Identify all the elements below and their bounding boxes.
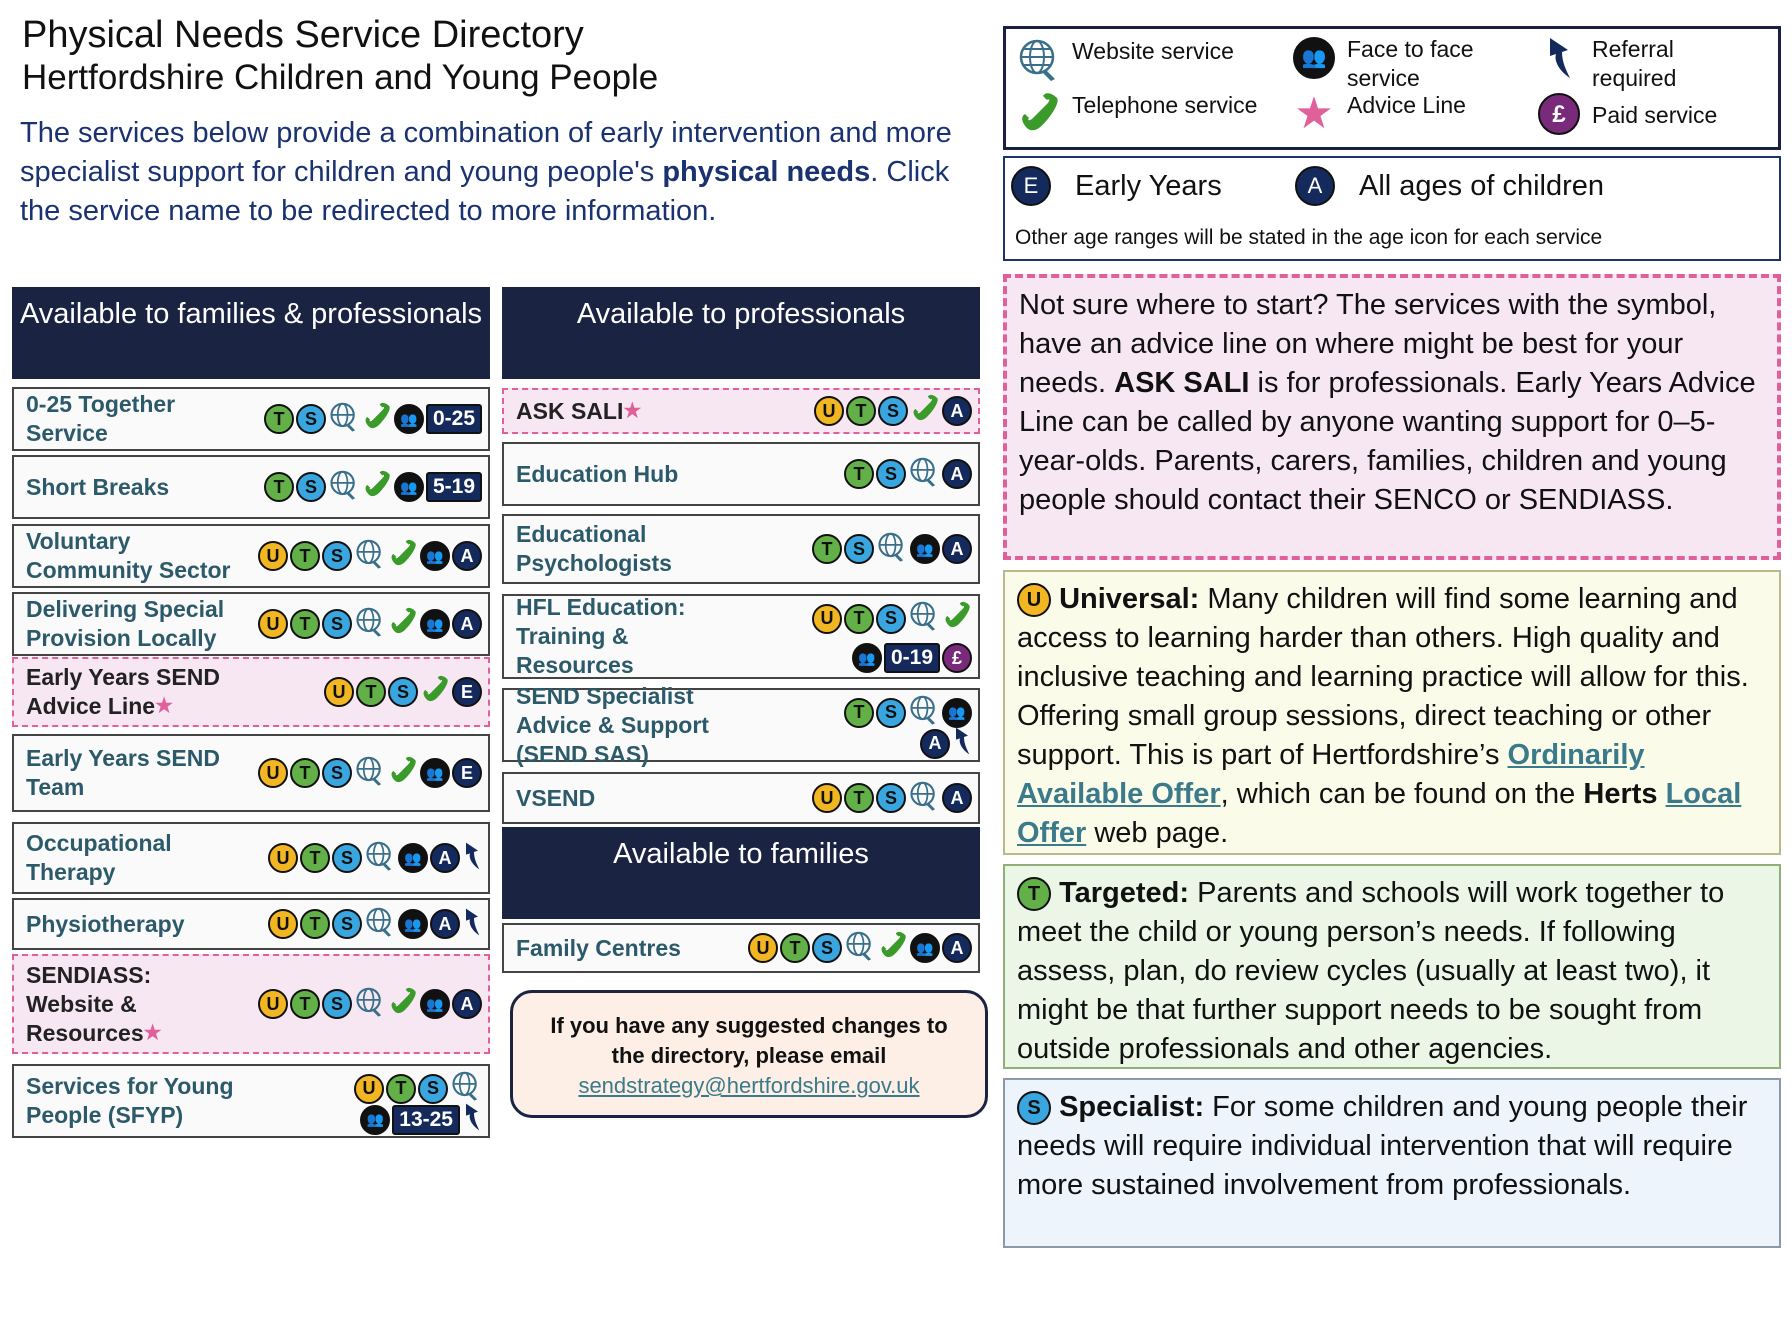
service-row[interactable] — [502, 923, 980, 973]
globe-icon — [908, 600, 940, 637]
universal-icon: U — [268, 909, 298, 939]
globe-icon — [328, 401, 360, 438]
age-range-badge: 13-25 — [392, 1105, 460, 1135]
phone-icon — [388, 756, 418, 791]
specialist-icon: S — [1017, 1091, 1051, 1125]
service-name-text: SENDIASS: Website & Resources — [26, 961, 152, 1046]
phone-icon — [388, 607, 418, 642]
service-row[interactable] — [12, 822, 490, 894]
service-row[interactable] — [12, 657, 490, 727]
universal-icon: U — [258, 609, 288, 639]
service-icons — [268, 840, 482, 877]
pound-icon: £ — [1536, 91, 1582, 137]
service-name-link[interactable] — [504, 593, 734, 680]
service-icons — [844, 456, 972, 493]
email-text: If you have any suggested changes to the directory, please email — [550, 1013, 948, 1068]
service-name-text: Occupational Therapy — [26, 830, 172, 885]
face-to-face-icon: 👥 — [420, 609, 450, 639]
legend-referral — [1536, 35, 1746, 93]
service-icons — [264, 401, 482, 438]
service-name-link[interactable] — [504, 460, 734, 489]
phone-icon — [942, 601, 972, 636]
specialist-icon: S — [388, 677, 418, 707]
universal-icon: U — [268, 843, 298, 873]
globe-icon — [908, 780, 940, 817]
face-to-face-icon: 👥 — [398, 909, 428, 939]
universal-icon: U — [1017, 583, 1051, 617]
service-icons — [264, 469, 482, 506]
age-legend — [1003, 156, 1781, 261]
ordinarily-available-offer-link[interactable]: Ordinarily Available Offer — [1017, 739, 1645, 810]
specialist-text: For some children and young people their needs will require individual intervention that will require more sustained involvement from professionals. — [1017, 1091, 1748, 1201]
specialist-icon: S — [844, 534, 874, 564]
service-name-text: 0-25 Together Service — [26, 391, 176, 446]
universal-text-2: , which can be found on the — [1220, 778, 1584, 810]
phone-icon — [388, 987, 418, 1022]
service-name-text: ASK SALI — [516, 397, 624, 424]
universal-icon: U — [812, 783, 842, 813]
specialist-icon: S — [332, 843, 362, 873]
legend-face — [1291, 35, 1501, 93]
targeted-icon: T — [386, 1074, 416, 1104]
specialist-box — [1003, 1078, 1781, 1248]
face-to-face-icon: 👥 — [394, 472, 424, 502]
service-row[interactable] — [12, 592, 490, 656]
all-ages-label: All ages of children — [1359, 169, 1605, 202]
column-header-families-professionals: Available to families & professionals — [12, 287, 490, 379]
all-ages-icon: A — [452, 541, 482, 571]
email-box — [510, 990, 988, 1118]
legend-telephone — [1016, 91, 1257, 137]
face-to-face-icon: 👥 — [398, 843, 428, 873]
advice-star-icon: ★ — [623, 399, 642, 422]
intro-part2: . Click the service name to be redirected to more information. — [20, 156, 950, 227]
service-icons — [748, 930, 972, 967]
service-name-link[interactable] — [14, 961, 244, 1048]
universal-label: Universal: — [1059, 583, 1200, 615]
targeted-icon: T — [290, 758, 320, 788]
face-to-face-icon: 👥 — [1291, 35, 1337, 81]
globe-icon — [844, 930, 876, 967]
targeted-icon: T — [264, 472, 294, 502]
universal-text: Many children will find some learning and access to learning harder than others. High quality and inclusive teaching and learning practice will allow for this. Offering small group sessions, direct teaching or other support. This is part of Hertfordshire’s — [1017, 583, 1749, 771]
referral-arrow-icon — [462, 907, 482, 942]
service-name-text: VSEND — [516, 784, 596, 811]
service-name-text: Early Years SEND Advice Line — [26, 664, 220, 719]
legend-referral-label: Referral required — [1592, 36, 1677, 91]
service-icons — [324, 675, 482, 710]
service-row[interactable] — [12, 954, 490, 1054]
targeted-icon: T — [844, 698, 874, 728]
face-to-face-icon: 👥 — [394, 404, 424, 434]
phone-icon — [910, 394, 940, 429]
globe-icon — [876, 531, 908, 568]
specialist-icon: S — [812, 933, 842, 963]
all-ages-icon: A — [452, 609, 482, 639]
universal-icon: U — [258, 989, 288, 1019]
service-icons — [812, 531, 972, 568]
early-years-icon: E — [452, 758, 482, 788]
phone-icon — [362, 402, 392, 437]
advice-bold: ASK SALI — [1114, 367, 1250, 399]
service-name-link[interactable] — [504, 520, 734, 578]
face-to-face-icon: 👥 — [942, 698, 972, 728]
service-name-link[interactable] — [14, 595, 244, 653]
targeted-icon: T — [290, 609, 320, 639]
specialist-icon: S — [876, 459, 906, 489]
service-name-link[interactable] — [14, 744, 244, 802]
service-name-text: Family Centres — [516, 934, 681, 961]
age-range-badge: 5-19 — [426, 472, 482, 502]
universal-box — [1003, 570, 1781, 855]
all-ages-icon: A — [942, 459, 972, 489]
phone-icon — [362, 470, 392, 505]
face-to-face-icon: 👥 — [910, 933, 940, 963]
legend-website-label: Website service — [1072, 38, 1234, 64]
early-years-label: Early Years — [1075, 169, 1222, 202]
specialist-icon: S — [322, 541, 352, 571]
column-header-professionals: Available to professionals — [502, 287, 980, 379]
phone-icon — [420, 675, 450, 710]
icon-legend — [1003, 26, 1781, 150]
column-header-families: Available to families — [502, 827, 980, 919]
local-offer-link[interactable]: Local Offer — [1017, 778, 1742, 849]
targeted-icon: T — [846, 396, 876, 426]
service-name-link[interactable] — [504, 397, 734, 426]
service-name-link[interactable] — [14, 1072, 244, 1130]
legend-paid — [1536, 91, 1717, 137]
service-icons — [814, 394, 972, 429]
specialist-icon: S — [332, 909, 362, 939]
service-name-text: Voluntary Community Sector — [26, 528, 231, 583]
universal-icon: U — [324, 677, 354, 707]
face-to-face-icon: 👥 — [910, 534, 940, 564]
globe-icon — [364, 906, 396, 943]
age-note: Other age ranges will be stated in the age icon for each service — [1015, 226, 1603, 249]
service-name-text: Short Breaks — [26, 473, 170, 500]
service-name-link[interactable] — [504, 784, 734, 813]
service-icons — [258, 538, 482, 575]
targeted-text: Parents and schools will work together to meet the child or young person’s needs. If following assess, plan, do review cycles (usually at least two), it might be that further support needs to be sought from outside professionals and other agencies. — [1017, 877, 1725, 1065]
service-row[interactable] — [12, 1064, 490, 1138]
specialist-label: Specialist: — [1059, 1091, 1205, 1123]
page-subtitle: Hertfordshire Children and Young People — [22, 58, 659, 97]
specialist-icon: S — [876, 698, 906, 728]
globe-icon — [908, 456, 940, 493]
service-name-text: HFL Education: Training & Resources — [516, 594, 686, 678]
all-ages-icon: A — [942, 783, 972, 813]
service-row[interactable] — [502, 594, 980, 679]
service-row[interactable] — [12, 455, 490, 519]
service-row[interactable] — [12, 734, 490, 812]
face-to-face-icon: 👥 — [420, 541, 450, 571]
universal-icon: U — [812, 604, 842, 634]
service-row[interactable] — [12, 387, 490, 451]
globe-icon — [354, 755, 386, 792]
service-icons — [268, 906, 482, 943]
service-icons — [844, 694, 972, 731]
service-icons — [258, 755, 482, 792]
service-row[interactable] — [502, 388, 980, 434]
globe-icon — [1016, 37, 1062, 83]
all-ages-icon: A — [942, 933, 972, 963]
service-row[interactable] — [12, 524, 490, 588]
universal-text-3: web page. — [1086, 817, 1229, 849]
legend-website — [1016, 37, 1234, 83]
all-ages-icon: A — [1295, 166, 1335, 206]
all-ages-icon: A — [430, 909, 460, 939]
service-row[interactable] — [12, 898, 490, 950]
specialist-icon: S — [876, 783, 906, 813]
targeted-icon: T — [812, 534, 842, 564]
service-name-link[interactable] — [14, 910, 244, 939]
star-icon: ★ — [1294, 89, 1334, 138]
service-icons — [258, 606, 482, 643]
advice-box — [1003, 274, 1781, 560]
targeted-icon: T — [844, 783, 874, 813]
specialist-icon: S — [322, 609, 352, 639]
service-name-text: Physiotherapy — [26, 910, 185, 937]
globe-icon — [328, 469, 360, 506]
service-name-link[interactable] — [504, 682, 774, 769]
service-name-text: Educational Psychologists — [516, 521, 672, 576]
specialist-icon: S — [876, 604, 906, 634]
globe-icon — [364, 840, 396, 877]
email-link[interactable]: sendstrategy@hertfordshire.gov.uk — [578, 1073, 920, 1098]
universal-icon: U — [354, 1074, 384, 1104]
service-row[interactable] — [502, 514, 980, 584]
service-name-link[interactable] — [14, 390, 244, 448]
specialist-icon: S — [296, 472, 326, 502]
specialist-icon: S — [878, 396, 908, 426]
targeted-icon: T — [780, 933, 810, 963]
service-name-link[interactable] — [14, 663, 244, 721]
face-to-face-icon: 👥 — [420, 758, 450, 788]
legend-telephone-label: Telephone service — [1072, 92, 1258, 118]
universal-icon: U — [748, 933, 778, 963]
service-name-text: Education Hub — [516, 460, 679, 487]
targeted-icon: T — [264, 404, 294, 434]
service-name-link[interactable] — [504, 934, 734, 963]
advice-star-icon: ★ — [143, 1021, 162, 1044]
specialist-icon: S — [296, 404, 326, 434]
service-icons-second-line — [920, 726, 972, 761]
legend-face-label: Face to face service — [1347, 36, 1474, 91]
service-name-link[interactable] — [14, 829, 244, 887]
service-row[interactable] — [502, 682, 980, 767]
age-range-badge: 0-25 — [426, 404, 482, 434]
face-to-face-icon: 👥 — [852, 643, 882, 673]
advice-text-2: is for professionals. Early Years Advice Line can be called by anyone wanting support for 0–5-year-olds. Parents, carers, families, children and young people should contact their SENCO or SENDIASS. — [1019, 367, 1756, 516]
targeted-icon: T — [844, 604, 874, 634]
service-icons — [812, 600, 972, 637]
targeted-icon: T — [300, 843, 330, 873]
service-row[interactable] — [502, 772, 980, 824]
face-to-face-icon: 👥 — [360, 1105, 390, 1135]
targeted-icon: T — [300, 909, 330, 939]
service-icons-second-line — [360, 1102, 482, 1137]
service-icons — [354, 1070, 482, 1107]
specialist-icon: S — [322, 989, 352, 1019]
legend-advice — [1291, 91, 1466, 137]
all-ages-icon: A — [942, 396, 972, 426]
referral-arrow-icon — [952, 726, 972, 761]
specialist-icon: S — [418, 1074, 448, 1104]
targeted-icon: T — [290, 989, 320, 1019]
service-icons — [258, 986, 482, 1023]
all-ages-icon: A — [452, 989, 482, 1019]
age-range-badge: 0-19 — [884, 643, 940, 673]
legend-paid-label: Paid service — [1592, 102, 1718, 128]
intro-text — [20, 114, 980, 231]
all-ages-icon: A — [942, 534, 972, 564]
targeted-icon: T — [356, 677, 386, 707]
service-name-text: Delivering Special Provision Locally — [26, 596, 225, 651]
targeted-box — [1003, 864, 1781, 1069]
universal-icon: U — [258, 758, 288, 788]
early-years-icon: E — [1011, 166, 1051, 206]
globe-icon — [908, 694, 940, 731]
globe-icon — [354, 606, 386, 643]
phone-icon — [1016, 91, 1062, 137]
pound-icon: £ — [942, 643, 972, 673]
advice-text-1: Not sure where to start? The services with the symbol, have an advice line on where might be best for your needs. — [1019, 289, 1717, 399]
service-icons-second-line — [852, 643, 972, 673]
targeted-icon: T — [844, 459, 874, 489]
face-to-face-icon: 👥 — [420, 989, 450, 1019]
intro-bold: physical needs — [662, 156, 871, 188]
phone-icon — [878, 931, 908, 966]
legend-advice-label: Advice Line — [1347, 92, 1466, 118]
intro-part1: The services below provide a combination of early intervention and more specialist support for children and young people's — [20, 117, 952, 188]
service-name-link[interactable] — [14, 527, 244, 585]
globe-icon — [450, 1070, 482, 1107]
advice-star-icon: ★ — [155, 695, 174, 717]
page-title: Physical Needs Service Directory — [22, 14, 584, 56]
herts-bold: Herts — [1583, 778, 1658, 810]
universal-icon: U — [258, 541, 288, 571]
service-row[interactable] — [502, 442, 980, 506]
targeted-label: Targeted: — [1059, 877, 1190, 909]
targeted-icon: T — [1017, 877, 1051, 911]
specialist-icon: S — [322, 758, 352, 788]
phone-icon — [388, 539, 418, 574]
universal-icon: U — [814, 396, 844, 426]
all-ages-icon: A — [920, 729, 950, 759]
service-name-link[interactable] — [14, 473, 244, 502]
targeted-icon: T — [290, 541, 320, 571]
all-ages-icon: A — [430, 843, 460, 873]
globe-icon — [354, 986, 386, 1023]
service-icons — [812, 780, 972, 817]
service-name-text: Services for Young People (SFYP) — [26, 1073, 234, 1128]
referral-arrow-icon — [1536, 35, 1582, 81]
service-name-text: SEND Specialist Advice & Support (SEND SAS) — [516, 682, 709, 767]
early-years-icon: E — [452, 677, 482, 707]
referral-arrow-icon — [462, 841, 482, 876]
globe-icon — [354, 538, 386, 575]
service-name-text: Early Years SEND Team — [26, 745, 220, 800]
referral-arrow-icon — [462, 1102, 482, 1137]
